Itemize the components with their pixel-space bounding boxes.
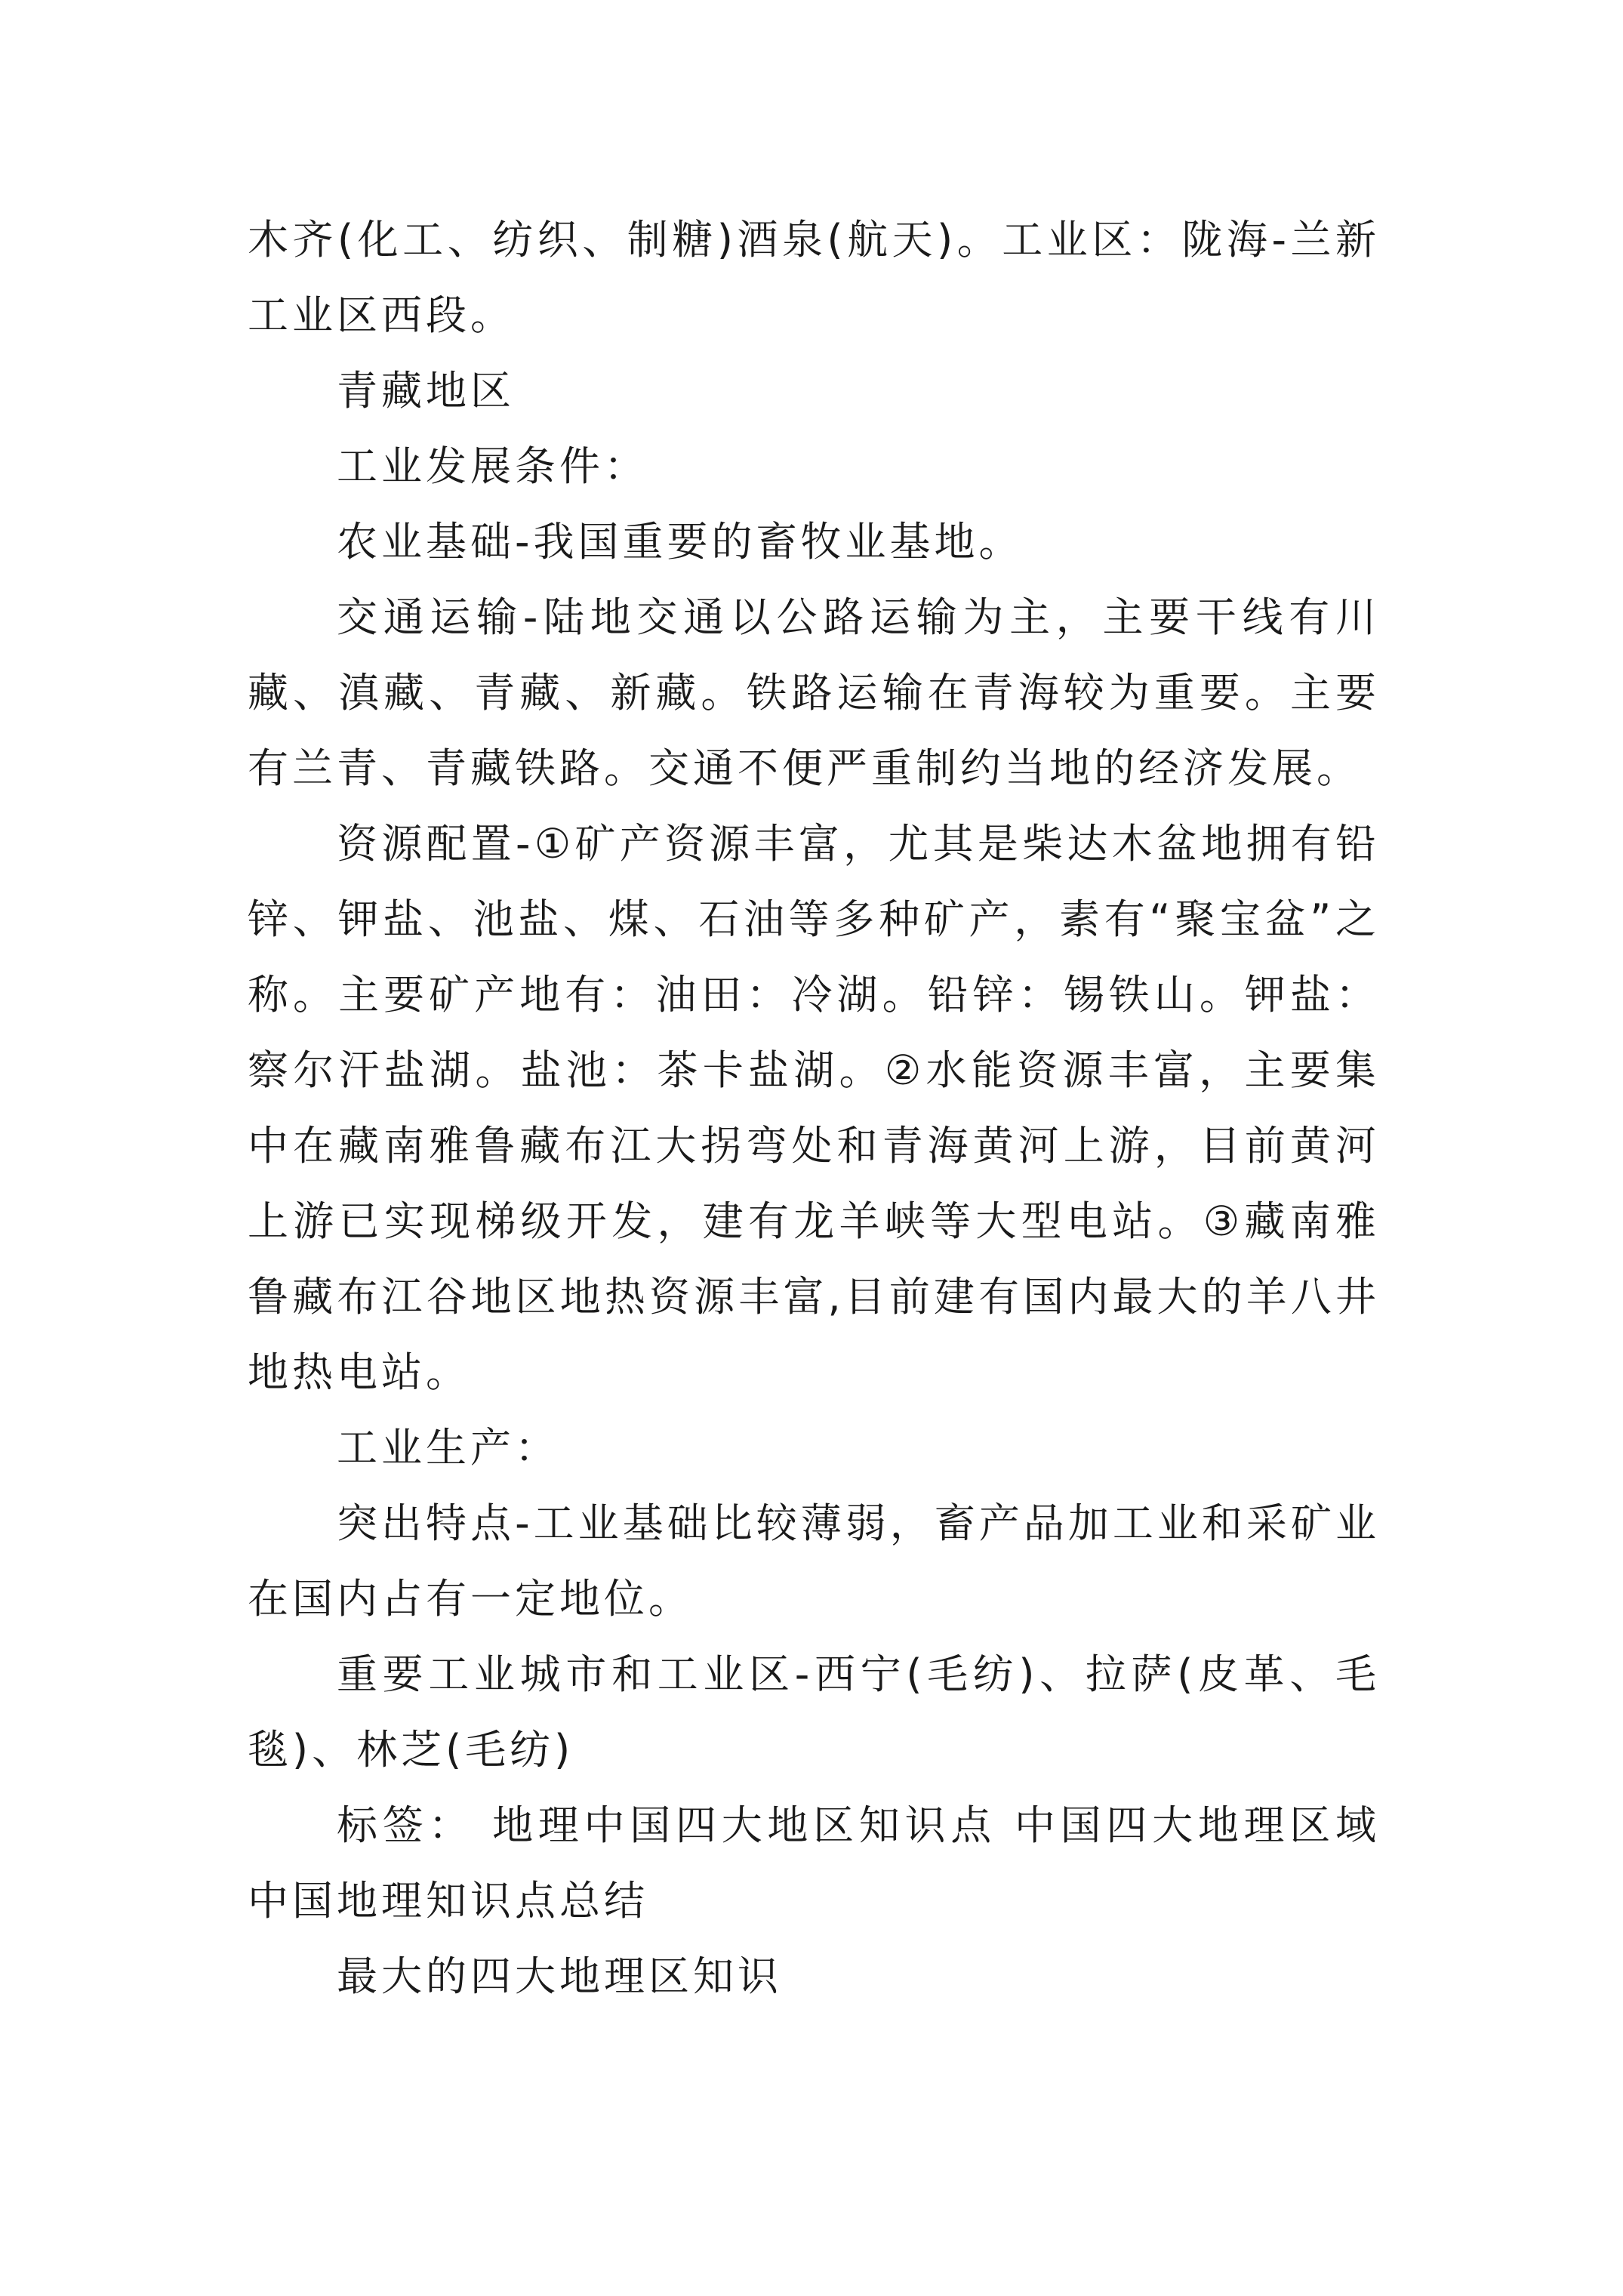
- paragraph-tags: 标签： 地理中国四大地区知识点 中国四大地理区域中国地理知识点总结: [248, 1801, 1380, 1925]
- document-body: [248, 202, 1380, 2014]
- paragraph-features: 突出特点-工业基础比较薄弱，畜产品加工业和采矿业在国内占有一定地位。: [248, 1499, 1380, 1623]
- paragraph-continuation: 木齐(化工、纺织、制糖)酒泉(航天)。工业区：陇海-兰新工业区西段。: [248, 216, 1380, 339]
- paragraph-closing: 最大的四大地理区知识: [337, 1952, 782, 2000]
- paragraph-cities: 重要工业城市和工业区-西宁(毛纺)、拉萨(皮革、毛毯)、林芝(毛纺): [248, 1650, 1380, 1774]
- section-heading-qingzang: 青藏地区: [337, 367, 515, 415]
- subheading-industrial-conditions: 工业发展条件：: [337, 442, 648, 490]
- paragraph-agriculture: 农业基础-我国重要的畜牧业基地。: [337, 518, 1024, 566]
- paragraph-resources: 资源配置-①矿产资源丰富，尤其是柴达木盆地拥有铅锌、钾盐、池盐、煤、石油等多种矿产，素有“聚宝盆”之称。主要矿产地有：油田：冷湖。铅锌：锡铁山。钾盐：察尔汗盐湖。盐池：茶卡盐湖。②水能资源丰富，主要集中在藏南雅鲁藏布江大拐弯处和青海黄河上游，目前黄河上游已实现梯级开发，建有龙羊峡等大型电站。③藏南雅鲁藏布江谷地区地热资源丰富,目前建有国内最大的羊八井地热电站。: [248, 820, 1380, 1396]
- paragraph-transport: 交通运输-陆地交通以公路运输为主，主要干线有川藏、滇藏、青藏、新藏。铁路运输在青海较为重要。主要有兰青、青藏铁路。交通不便严重制约当地的经济发展。: [248, 593, 1380, 792]
- subheading-industrial-production: 工业生产：: [337, 1424, 559, 1472]
